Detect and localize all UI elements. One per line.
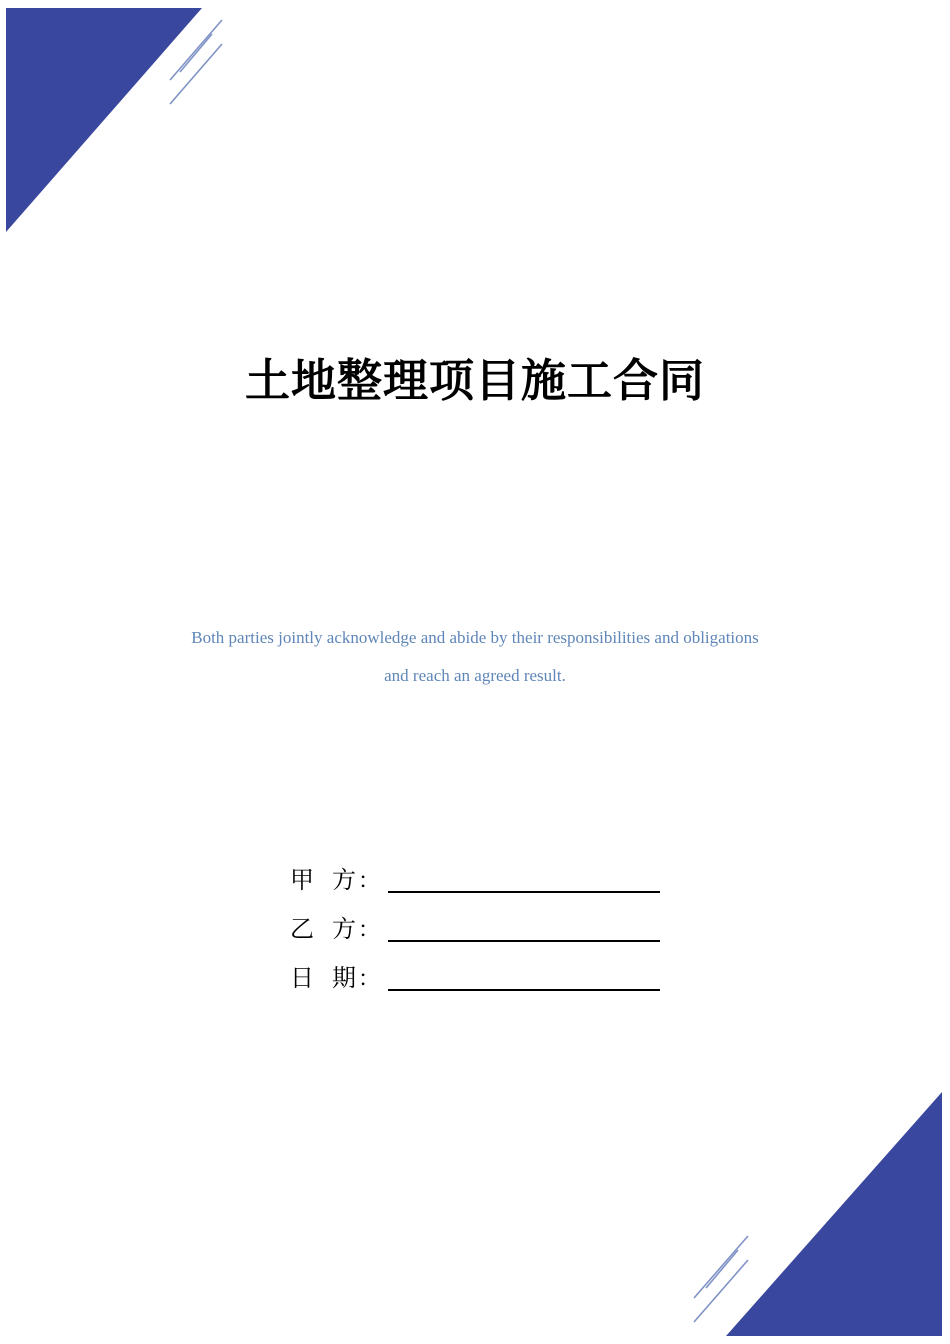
party-b-char2: 方 [332, 915, 356, 943]
party-b-char1: 乙 [290, 915, 314, 943]
party-b-colon: ： [358, 918, 381, 943]
party-b-label [290, 909, 388, 948]
date-label [290, 958, 388, 997]
date-blank-line[interactable] [388, 988, 660, 991]
signature-block [290, 850, 670, 997]
party-b-row [290, 899, 670, 948]
document-title: 土地整理项目施工合同 [244, 354, 705, 407]
date-char1: 日 [290, 964, 314, 992]
date-colon: ： [358, 967, 381, 992]
subtitle-line-2: and reach an agreed result. [384, 666, 566, 685]
party-a-blank-line[interactable] [388, 890, 660, 893]
party-a-char1: 甲 [290, 866, 314, 894]
party-b-blank-line[interactable] [388, 939, 660, 942]
document-subtitle [0, 619, 950, 695]
party-a-label [290, 860, 388, 899]
party-a-colon: ： [358, 869, 381, 894]
party-a-row [290, 850, 670, 899]
bottom-right-triangle [726, 1092, 942, 1336]
bottom-right-stripes [694, 1236, 748, 1322]
party-a-char2: 方 [332, 866, 356, 894]
date-char2: 期 [332, 964, 356, 992]
date-row [290, 948, 670, 997]
subtitle-line-1: Both parties jointly acknowledge and abide by their responsibilities and obligations [191, 628, 759, 647]
top-left-triangle [6, 8, 202, 232]
